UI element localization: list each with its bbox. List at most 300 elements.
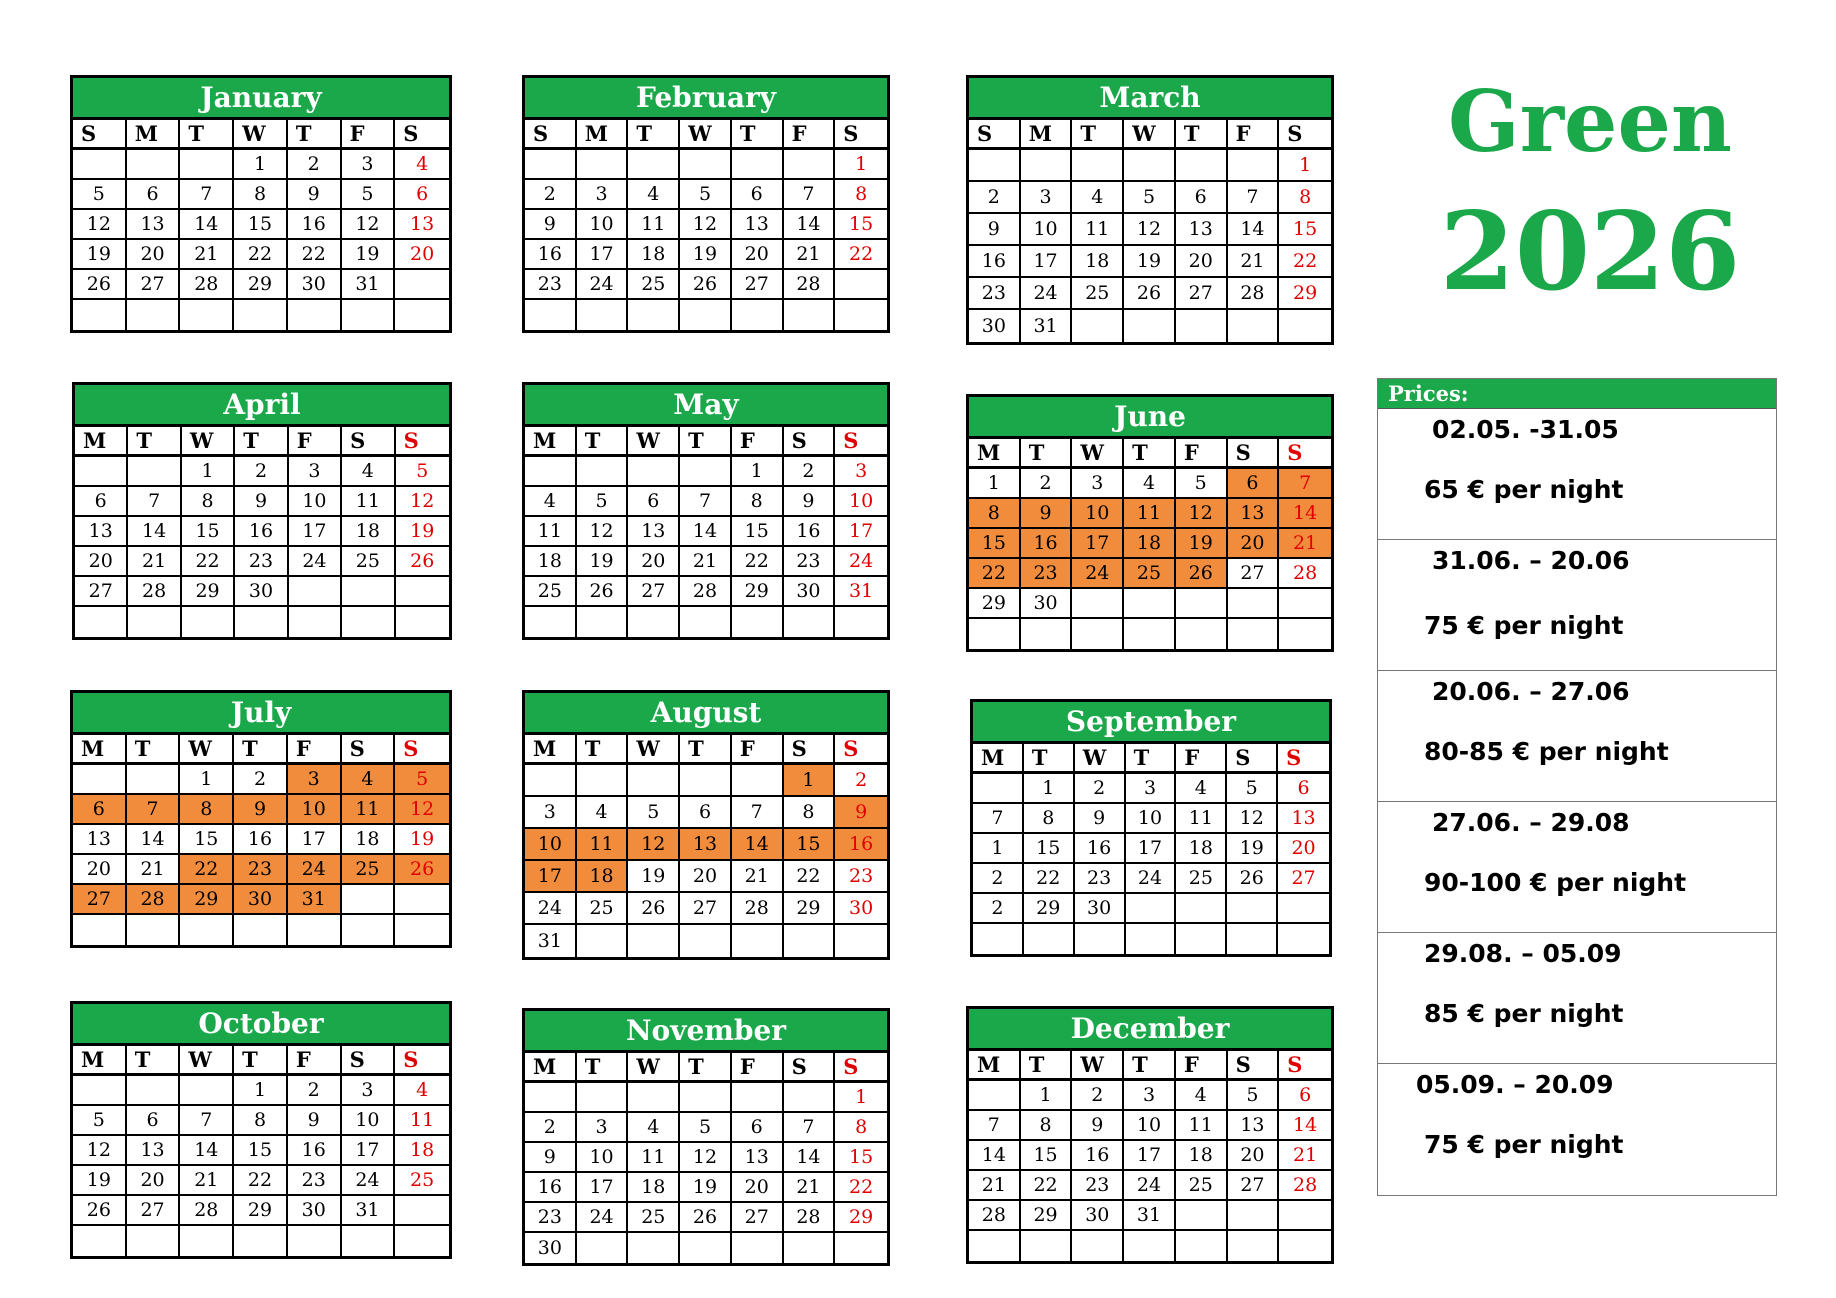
day-cell: 1 [234,1076,288,1106]
empty-cell [784,150,836,180]
day-cell: 29 [1279,278,1331,310]
day-cell: 12 [1124,214,1176,246]
weekday-header: T [234,1046,288,1076]
empty-cell [577,457,629,487]
day-cell: 20 [127,1166,181,1196]
empty-cell [73,765,127,795]
empty-cell [577,300,629,330]
empty-cell [1279,310,1331,342]
month-name: August [525,693,887,735]
empty-cell [1227,894,1278,924]
month-september [970,699,1332,957]
day-cell: 10 [289,487,342,517]
day-cell: 30 [1072,1201,1124,1231]
day-cell: 17 [1072,529,1124,559]
day-cell: 20 [680,861,732,893]
empty-cell [680,150,732,180]
day-cell: 13 [1228,499,1280,529]
empty-cell [525,457,577,487]
weekday-header: M [577,120,629,150]
weekday-header: S [395,1046,449,1076]
day-cell: 22 [1279,246,1331,278]
weekday-header: T [680,735,732,765]
empty-cell [127,1076,181,1106]
empty-cell [289,577,342,607]
empty-cell [835,1233,887,1263]
empty-cell [1176,894,1227,924]
day-cell: 13 [395,210,449,240]
day-cell: 1 [182,457,235,487]
day-cell: 4 [395,150,449,180]
day-cell: 31 [835,577,887,607]
empty-cell [1124,619,1176,649]
day-cell: 7 [1228,182,1280,214]
empty-cell [289,607,342,637]
day-cell: 15 [784,829,836,861]
day-cell: 14 [784,1143,836,1173]
day-cell: 16 [234,825,288,855]
empty-cell [128,457,181,487]
day-cell: 24 [1126,864,1177,894]
day-cell: 10 [288,795,342,825]
weekday-header: F [289,427,342,457]
day-cell: 21 [680,547,732,577]
empty-cell [1075,924,1126,954]
day-cell: 25 [342,855,396,885]
day-cell: 26 [395,855,449,885]
day-cell: 31 [1021,310,1073,342]
weekday-header: F [784,120,836,150]
empty-cell [1072,619,1124,649]
weekday-header: S [1228,1051,1280,1081]
day-cell: 15 [182,517,235,547]
day-cell: 9 [235,487,288,517]
day-cell: 20 [75,547,128,577]
month-name: January [73,78,449,120]
weekday-header: S [1279,439,1331,469]
empty-cell [1227,924,1278,954]
day-cell: 2 [525,180,577,210]
day-cell: 8 [180,795,234,825]
day-cell: 3 [1126,774,1177,804]
day-cell: 3 [1072,469,1124,499]
day-cell: 12 [680,1143,732,1173]
day-cell: 6 [75,487,128,517]
day-cell: 26 [396,547,449,577]
day-cell: 24 [577,270,629,300]
day-cell: 30 [525,1233,577,1263]
day-cell: 3 [1021,182,1073,214]
day-cell: 8 [1024,804,1075,834]
day-cell: 26 [1227,864,1278,894]
day-cell: 9 [1072,1111,1124,1141]
day-cell: 2 [969,182,1021,214]
day-cell: 14 [1279,1111,1331,1141]
day-cell: 7 [127,795,181,825]
weekday-header: W [1072,1051,1124,1081]
day-cell: 20 [1278,834,1329,864]
weekday-header: W [680,120,732,150]
day-cell: 4 [1124,469,1176,499]
price-row [1378,1064,1776,1195]
weekday-header: T [288,120,342,150]
month-june [966,394,1334,652]
day-cell: 30 [969,310,1021,342]
weekday-header: W [234,120,288,150]
day-cell: 15 [1021,1141,1073,1171]
empty-cell [1124,150,1176,182]
empty-cell [1228,1231,1280,1261]
day-cell: 17 [577,240,629,270]
title-year: 2026 [1439,189,1741,315]
day-cell: 11 [1176,1111,1228,1141]
day-cell: 30 [1075,894,1126,924]
day-cell: 5 [395,765,449,795]
day-cell: 24 [835,547,887,577]
empty-cell [732,300,784,330]
day-cell: 6 [127,1106,181,1136]
weekday-header: T [1176,120,1228,150]
price-value: 85 € per night [1424,999,1624,1028]
empty-cell [288,300,342,330]
empty-cell [680,765,732,797]
empty-cell [127,915,181,945]
empty-cell [1278,894,1329,924]
day-cell: 21 [1228,246,1280,278]
day-cell: 23 [969,278,1021,310]
day-cell: 17 [1126,834,1177,864]
day-cell: 19 [680,1173,732,1203]
day-cell: 30 [288,1196,342,1226]
day-cell: 29 [969,589,1021,619]
day-cell: 7 [180,1106,234,1136]
empty-cell [680,607,732,637]
day-cell: 7 [732,797,784,829]
month-december [966,1006,1334,1264]
day-cell: 5 [1228,1081,1280,1111]
empty-cell [1021,150,1073,182]
weekday-header: T [235,427,288,457]
day-cell: 29 [182,577,235,607]
day-cell: 26 [73,1196,127,1226]
weekday-header: F [288,1046,342,1076]
day-cell: 15 [234,210,288,240]
day-cell: 9 [288,1106,342,1136]
day-cell: 23 [234,855,288,885]
empty-cell [342,607,395,637]
day-cell: 15 [234,1136,288,1166]
empty-cell [1021,1231,1073,1261]
day-cell: 30 [784,577,836,607]
day-cell: 10 [1126,804,1177,834]
day-cell: 23 [235,547,288,577]
empty-cell [1072,150,1124,182]
day-cell: 14 [127,825,181,855]
day-cell: 10 [1021,214,1073,246]
day-cell: 30 [234,885,288,915]
day-cell: 8 [1021,1111,1073,1141]
day-cell: 21 [1279,529,1331,559]
day-cell: 1 [180,765,234,795]
day-cell: 8 [234,1106,288,1136]
day-cell: 29 [234,1196,288,1226]
day-cell: 1 [732,457,784,487]
day-cell: 19 [680,240,732,270]
day-cell: 17 [1124,1141,1176,1171]
day-cell: 10 [835,487,887,517]
month-name: February [525,78,887,120]
day-cell: 5 [577,487,629,517]
day-cell: 1 [835,1083,887,1113]
day-cell: 29 [234,270,288,300]
empty-cell [1279,619,1331,649]
day-cell: 17 [577,1173,629,1203]
day-cell: 5 [342,180,396,210]
day-cell: 24 [1072,559,1124,589]
day-cell: 18 [1176,834,1227,864]
day-cell: 10 [525,829,577,861]
weekday-header: S [342,427,395,457]
day-cell: 12 [73,210,127,240]
weekday-header: S [835,120,887,150]
empty-cell [1228,310,1280,342]
weekday-header: F [342,120,396,150]
day-cell: 9 [234,795,288,825]
day-cell: 11 [1072,214,1124,246]
weekday-header: S [835,735,887,765]
weekday-header: W [1075,744,1126,774]
empty-cell [75,607,128,637]
price-dates: 27.06. – 29.08 [1432,808,1630,837]
weekday-header: W [628,735,680,765]
empty-cell [234,300,288,330]
month-november [522,1008,890,1266]
weekday-header: W [628,427,680,457]
day-cell: 15 [180,825,234,855]
day-cell: 12 [342,210,396,240]
day-cell: 14 [180,1136,234,1166]
day-cell: 25 [395,1166,449,1196]
empty-cell [342,577,395,607]
day-cell: 27 [1176,278,1228,310]
empty-cell [1176,1231,1228,1261]
day-cell: 18 [342,825,396,855]
day-cell: 10 [342,1106,396,1136]
weekday-header: F [732,735,784,765]
empty-cell [784,300,836,330]
page-title [1390,72,1790,315]
weekday-header: S [342,1046,396,1076]
day-cell: 12 [1176,499,1228,529]
empty-cell [235,607,288,637]
day-cell: 16 [288,1136,342,1166]
day-cell: 9 [969,214,1021,246]
day-cell: 27 [1228,559,1280,589]
day-cell: 12 [577,517,629,547]
weekday-header: S [835,427,887,457]
empty-cell [127,765,181,795]
empty-cell [127,150,181,180]
day-cell: 3 [1124,1081,1176,1111]
day-cell: 28 [180,1196,234,1226]
month-name: December [969,1009,1331,1051]
day-cell: 8 [234,180,288,210]
empty-cell [577,1083,629,1113]
empty-cell [342,1226,396,1256]
weekday-header: F [732,1053,784,1083]
day-cell: 25 [1176,864,1227,894]
day-cell: 27 [680,893,732,925]
day-cell: 27 [1278,864,1329,894]
weekday-header: S [784,427,836,457]
empty-cell [73,1076,127,1106]
day-cell: 13 [680,829,732,861]
empty-cell [288,1226,342,1256]
month-name: March [969,78,1331,120]
day-cell: 14 [180,210,234,240]
empty-cell [73,300,127,330]
weekday-header: S [784,1053,836,1083]
day-cell: 5 [73,1106,127,1136]
day-cell: 28 [732,893,784,925]
day-cell: 16 [1021,529,1073,559]
day-cell: 20 [628,547,680,577]
empty-cell [628,607,680,637]
weekday-header: M [525,1053,577,1083]
day-cell: 30 [288,270,342,300]
day-cell: 2 [835,765,887,797]
day-cell: 13 [127,1136,181,1166]
day-cell: 30 [235,577,288,607]
empty-cell [680,1083,732,1113]
day-cell: 22 [180,855,234,885]
month-name: May [525,385,887,427]
weekday-header: S [1227,744,1278,774]
day-cell: 8 [1279,182,1331,214]
empty-cell [732,1083,784,1113]
day-cell: 18 [1072,246,1124,278]
empty-cell [1279,1201,1331,1231]
day-cell: 24 [577,1203,629,1233]
empty-cell [1021,619,1073,649]
empty-cell [835,607,887,637]
day-cell: 19 [1176,529,1228,559]
weekday-header: S [969,120,1021,150]
day-cell: 4 [577,797,629,829]
day-cell: 1 [1024,774,1075,804]
day-cell: 6 [732,1113,784,1143]
day-cell: 6 [73,795,127,825]
empty-cell [395,1196,449,1226]
empty-cell [680,300,732,330]
day-cell: 31 [342,1196,396,1226]
empty-cell [395,300,449,330]
price-row [1378,409,1776,540]
day-cell: 14 [969,1141,1021,1171]
empty-cell [342,885,396,915]
empty-cell [342,915,396,945]
day-cell: 31 [525,925,577,957]
month-name: July [73,693,449,735]
day-cell: 10 [1124,1111,1176,1141]
day-cell: 4 [628,180,680,210]
empty-cell [128,607,181,637]
empty-cell [969,1231,1021,1261]
empty-cell [835,300,887,330]
weekday-header: F [732,427,784,457]
day-cell: 24 [288,855,342,885]
empty-cell [732,607,784,637]
day-cell: 4 [628,1113,680,1143]
weekday-header: M [127,120,181,150]
empty-cell [127,300,181,330]
day-cell: 29 [1024,894,1075,924]
day-cell: 1 [234,150,288,180]
day-cell: 17 [1021,246,1073,278]
day-cell: 14 [128,517,181,547]
empty-cell [180,150,234,180]
day-cell: 27 [127,1196,181,1226]
empty-cell [1072,310,1124,342]
empty-cell [1126,924,1177,954]
day-cell: 23 [1021,559,1073,589]
day-cell: 22 [835,240,887,270]
day-cell: 9 [288,180,342,210]
weekday-header: T [1024,744,1075,774]
day-cell: 6 [1279,1081,1331,1111]
empty-cell [1176,150,1228,182]
day-cell: 2 [973,864,1024,894]
empty-cell [1124,589,1176,619]
day-cell: 14 [1228,214,1280,246]
empty-cell [784,1233,836,1263]
day-cell: 15 [1279,214,1331,246]
day-cell: 19 [396,517,449,547]
price-dates: 29.08. – 05.09 [1424,939,1622,968]
empty-cell [180,1076,234,1106]
weekday-header: S [395,735,449,765]
day-cell: 18 [1124,529,1176,559]
day-cell: 21 [784,1173,836,1203]
weekday-header: T [127,1046,181,1076]
day-cell: 21 [1279,1141,1331,1171]
empty-cell [75,457,128,487]
day-cell: 24 [1021,278,1073,310]
day-cell: 16 [288,210,342,240]
weekday-header: W [1072,439,1124,469]
day-cell: 13 [732,210,784,240]
day-cell: 13 [628,517,680,547]
weekday-header: S [1278,744,1329,774]
price-value: 65 € per night [1424,475,1624,504]
day-cell: 6 [127,180,181,210]
weekday-header: T [1126,744,1177,774]
empty-cell [1228,589,1280,619]
day-cell: 27 [732,1203,784,1233]
day-cell: 28 [180,270,234,300]
day-cell: 3 [342,1076,396,1106]
day-cell: 13 [127,210,181,240]
day-cell: 10 [1072,499,1124,529]
day-cell: 20 [732,1173,784,1203]
weekday-header: T [680,1053,732,1083]
empty-cell [395,885,449,915]
weekday-header: F [1176,1051,1228,1081]
day-cell: 21 [784,240,836,270]
empty-cell [1126,894,1177,924]
weekday-header: T [128,427,181,457]
day-cell: 27 [73,885,127,915]
